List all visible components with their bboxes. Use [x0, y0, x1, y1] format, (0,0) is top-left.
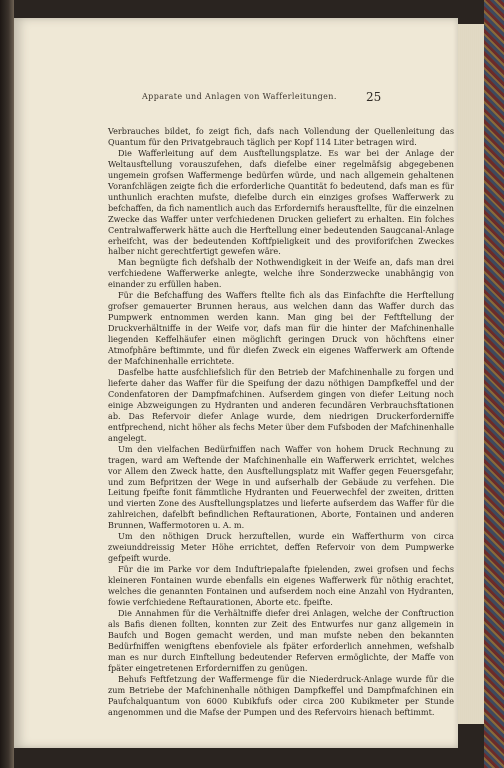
paragraph: Verbrauches bildet, fo zeigt fich, dafs nach Vollendung der Quellenleitung das Quantum für den Privatgebrauch täglich per Kopf 114 Liter betragen wird. [108, 126, 454, 147]
paragraph: Man begnügte fich defshalb der Nothwendigkeit in der Weife an, dafs man drei verfchiedene Wafferwerke anlegte, welche ihre Sonderzwecke unabhängig von einander zu erfüllen haben. [108, 257, 454, 290]
paragraph: Behufs Feftfetzung der Waffermenge für die Niederdruck-Anlage wurde für die zum Betriebe der Mafchinenhalle nöthigen Dampfkeffel und Dampfmafchinen ein Paufchalquantum von 6000 Kubikfufs oder circa 200 Kubikmeter per Stunde angenommen und die Mafse der Pumpen und des Refervoirs hienach beftimmt. [108, 673, 454, 717]
paragraph: Für die Befchaffung des Waffers ftellte fich als das Einfachfte die Herftellung grofser gemauerter Brunnen heraus, aus welchen dann das Waffer durch das Pumpwerk entnommen werden kann. Man ging bei der Feftftellung der Druckverhältniffe in der Weife vor, dafs man für die hinter der Mafchinenhalle liegenden Keffelhäufer einen möglichft geringen Druck von höchftens einer Atmofphäre beftimmte, und für diefen Zweck ein eigenes Wafferwerk am Oftende der Mafchinenhalle errichtete. [108, 290, 454, 367]
book-page [14, 18, 458, 748]
paragraph: Für die im Parke vor dem Induftriepalafte fpielenden, zwei grofsen und fechs kleineren Fontainen wurde ebenfalls ein eigenes Wafferwerk für nöthig erachtet, welches die genannten Fontainen und aufserdem noch eine Anzahl von Hydranten, fowie verfchiedene Reftaurationen, Aborte etc. fpeifte. [108, 564, 454, 607]
paragraph: Um den nöthigen Druck herzuftellen, wurde ein Wafferthurm von circa zweiunddreissig Meter Höhe errichtet, deffen Refervoir von dem Pumpwerke gefpeift wurde. [108, 531, 454, 564]
page-number: 25 [366, 90, 382, 104]
page-edges [458, 24, 485, 724]
paragraph: Um den vielfachen Bedürfniffen nach Waffer von hohem Druck Rechnung zu tragen, ward am Weftende der Mafchinenhalle ein Wafferwerk errichtet, welches vor Allem den Zweck hatte, den Ausftellungsplatz mit Waffer gegen Feuersgefahr, und zum Befpritzen der Wege in und aufserhalb der Gebäude zu verfehen. Die Leitung fpeifte fonit fämmtliche Hydranten und Feuerwechfel der zweiten, dritten und vierten Zone des Ausftellungsplatzes und lieferte aufserdem das Waffer für die zahlreichen, dafelbft befindlichen Reftaurationen, Aborte, Fontainen und anderen Brunnen, Waffermotoren u. A. m. [108, 443, 454, 531]
paragraph: Die Annahmen für die Verhältniffe diefer drei Anlagen, welche der Conftruction als Bafis dienen follten, konnten zur Zeit des Entwurfes nur ganz allgemein in Baufch und Bogen gemacht werden, und man mufste neben den bekannten Bedürfniffen wenigftens ebenfoviele als fpäter erforderlich annehmen, wefshalb man es nur durch Einftellung bedeutender Referven ermöglichte, der Maffe von fpäter eingetretenen Erforderniffen zu genügen. [108, 607, 454, 673]
running-title: Apparate und Anlagen von Wafferleitungen. [142, 92, 337, 101]
book-spine-shadow [0, 0, 14, 768]
page-header [14, 90, 458, 110]
body-text [108, 126, 454, 717]
paragraph: Die Wafferleitung auf dem Ausftellungsplatze. Es war bei der Anlage der Weltausftellung vorauszufehen, dafs diefelbe einer regelmäfsig abgegebenen ungemein grofsen Waffermenge bedürfen würde, und nach allgemein gehaltenen Voranfchlägen zeigte fich die erforderliche Quantität fo bedeutend, dafs man es für unthunlich erachten mufste, diefelbe durch ein einziges grofses Wafferwerk zu befchaffen, da fich namentlich auch das Erfordernifs herausftellte, für die einzelnen Zwecke das Waffer unter verfchiedenen Drucken geliefert zu erhalten. Ein folches Centralwafferwerk hätte auch die Herftellung einer bedeutenden Saugcanal-Anlage erheifcht, was der bedeutenden Koftfpieligkeit und des proviforifchen Zweckes halber nicht gerechtfertigt gewefen wäre. [108, 147, 454, 257]
marbled-cover-edge [484, 0, 504, 768]
paragraph: Dasfelbe hatte ausfchliefslich für den Betrieb der Mafchinenhalle zu forgen und lieferte daher das Waffer für die Speifung der dazu nöthigen Dampfkeffel und der Condenfatoren der Dampfmafchinen. Aufserdem gingen von diefer Leitung noch einige Abzweigungen zu Hydranten und anderen fecundären Verbrauchsftationen ab. Das Refervoir diefer Anlage wurde, dem niedrigen Druckerforderniffe entfprechend, nicht höher als fechs Meter über dem Fufsboden der Mafchinenhalle angelegt. [108, 366, 454, 443]
